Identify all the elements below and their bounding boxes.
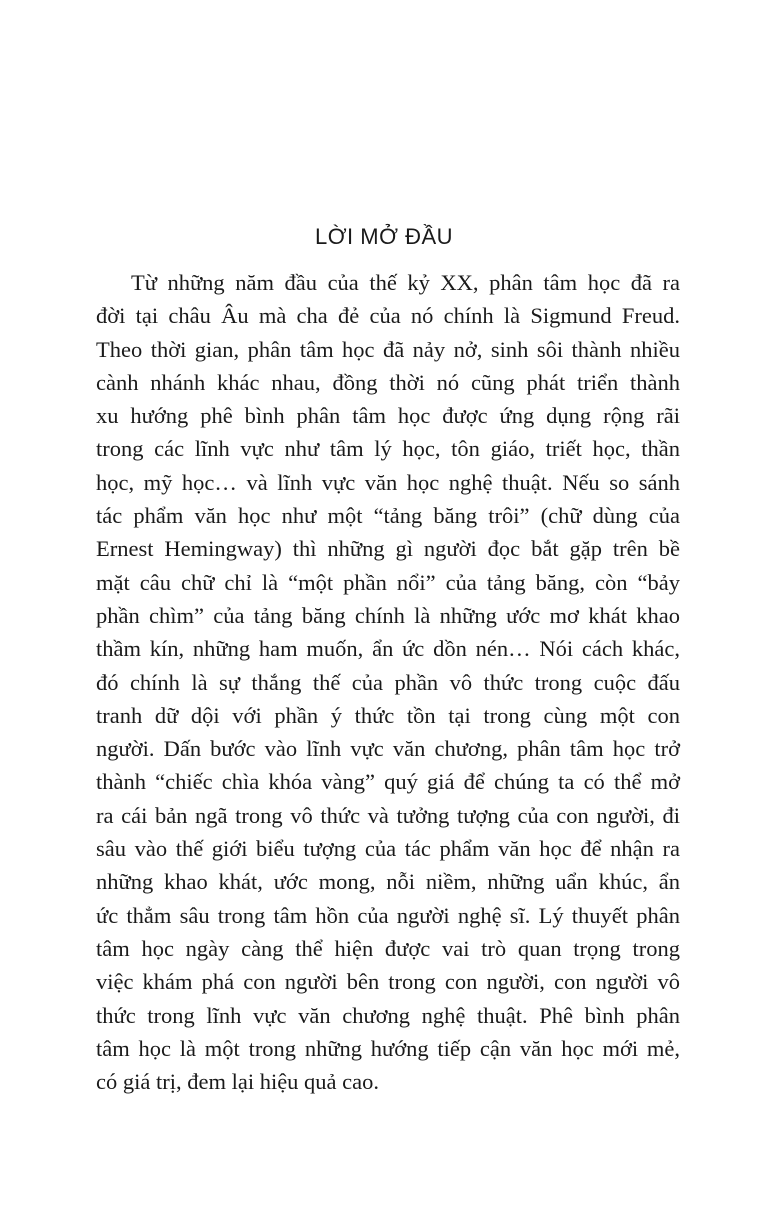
text-line: thức trong lĩnh vực văn chương nghệ thuật. Phê bình phân	[96, 1002, 680, 1028]
text-line: ức thẳm sâu trong tâm hồn của người nghệ sĩ. Lý thuyết phân	[96, 902, 680, 928]
page-title: LỜI MỞ ĐẦU	[314, 224, 454, 249]
text-line: tâm học là một trong những hướng tiếp cận văn học mới mẻ,	[96, 1035, 680, 1061]
text-line: việc khám phá con người bên trong con người, con người vô	[96, 969, 680, 995]
text-line: tâm học ngày càng thể hiện được vai trò quan trọng trong	[96, 935, 680, 961]
text-line: học, mỹ học… và lĩnh vực văn học nghệ thuật. Nếu so sánh	[96, 469, 680, 495]
text-line: xu hướng phê bình phân tâm học được ứng dụng rộng rãi	[96, 403, 680, 429]
text-line: tranh dữ dội với phần ý thức tồn tại trong cùng một con	[96, 702, 680, 728]
text-line: sâu vào thế giới biểu tượng của tác phẩm văn học để nhận ra	[96, 836, 680, 862]
text-line: có giá trị, đem lại hiệu quả cao.	[96, 1069, 380, 1095]
text-line: Từ những năm đầu của thế kỷ XX, phân tâm học đã ra	[131, 270, 680, 295]
text-line: trong các lĩnh vực như tâm lý học, tôn giáo, triết học, thần	[96, 436, 680, 462]
text-line: những khao khát, ước mong, nỗi niềm, những uẩn khúc, ẩn	[96, 869, 680, 895]
text-line: Ernest Hemingway) thì những gì người đọc bắt gặp trên bề	[96, 536, 680, 562]
text-line: đó chính là sự thắng thế của phần vô thức trong cuộc đấu	[96, 669, 680, 695]
text-line: phần chìm” của tảng băng chính là những ước mơ khát khao	[96, 602, 680, 628]
text-line: tác phẩm văn học như một “tảng băng trôi” (chữ dùng của	[96, 503, 680, 529]
text-line: ra cái bản ngã trong vô thức và tưởng tượng của con người, đi	[96, 802, 680, 828]
text-line: thành “chiếc chìa khóa vàng” quý giá để chúng ta có thể mở	[96, 769, 680, 795]
text-line: đời tại châu Âu mà cha đẻ của nó chính là Sigmund Freud.	[96, 303, 680, 329]
text-line: mặt câu chữ chỉ là “một phần nổi” của tảng băng, còn “bảy	[96, 569, 680, 595]
text-line: cành nhánh khác nhau, đồng thời nó cũng phát triển thành	[96, 369, 680, 395]
body-paragraph	[96, 266, 680, 1098]
text-line: người. Dấn bước vào lĩnh vực văn chương, phân tâm học trở	[96, 736, 680, 762]
text-line: Theo thời gian, phân tâm học đã nảy nở, sinh sôi thành nhiều	[96, 336, 680, 362]
text-line: thầm kín, những ham muốn, ẩn ức dồn nén… Nói cách khác,	[96, 636, 680, 662]
